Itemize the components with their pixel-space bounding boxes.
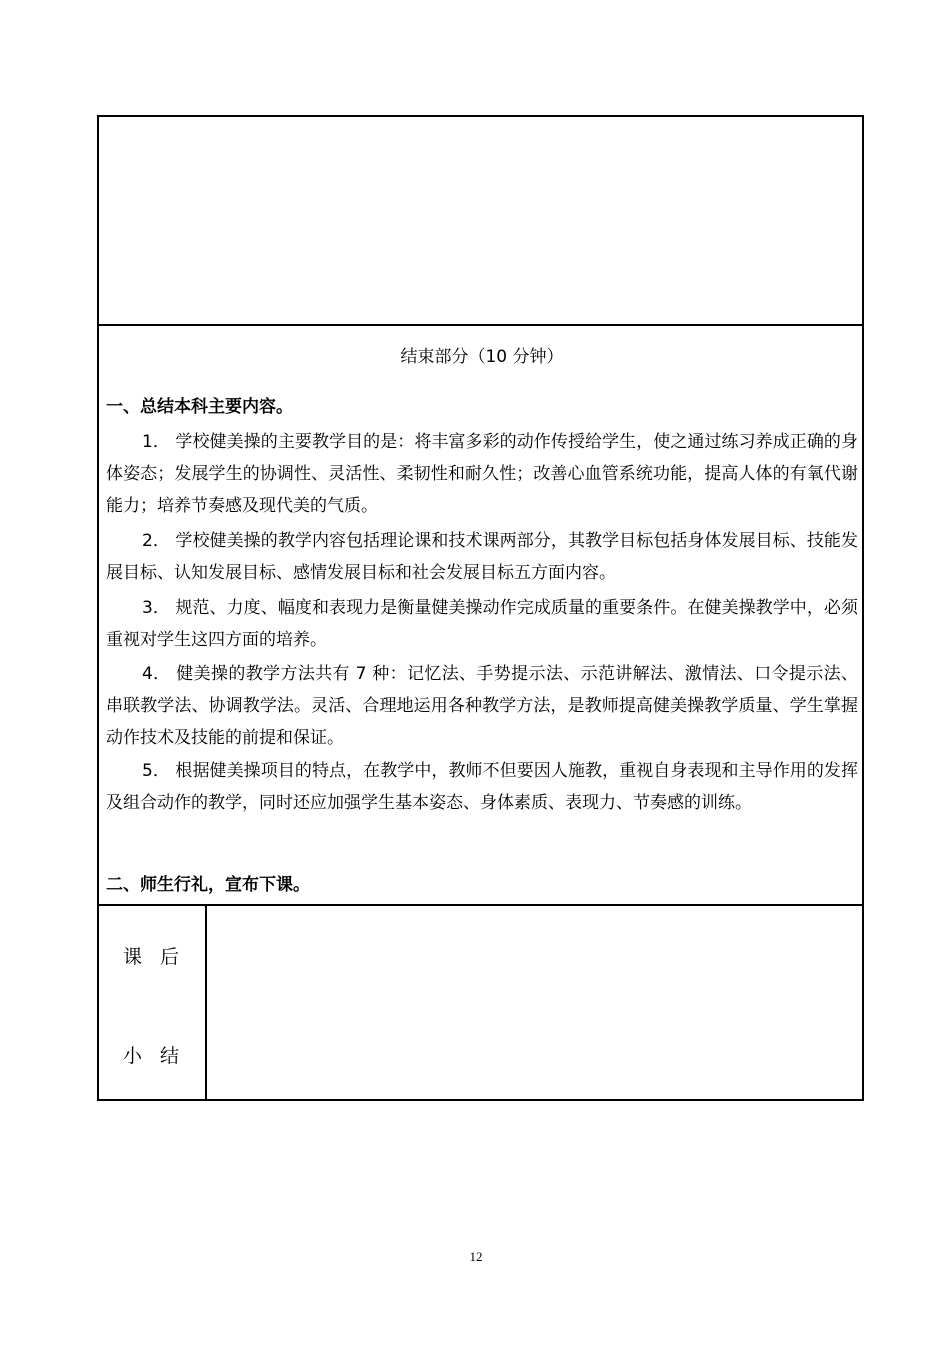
paragraph-4: 4． 健美操的教学方法共有 7 种：记忆法、手势提示法、示范讲解法、激情法、口令提示法、串联教学法、协调教学法。灵活、合理地运用各种教学方法，是教师提高健美操教学质量、学生掌握动作技术及技能的前提和保证。 [106,664,858,748]
paragraph-2: 2． 学校健美操的教学内容包括理论课和技术课两部分，其教学目标包括身体发展目标、技能发展目标、认知发展目标、感情发展目标和社会发展目标五方面内容。 [106,531,858,583]
paragraph-3: 3． 规范、力度、幅度和表现力是衡量健美操动作完成质量的重要条件。在健美操教学中，必须重视对学生这四方面的培养。 [106,598,858,650]
table-divider-top [97,324,864,326]
page-number: 12 [469,1249,483,1264]
summary-label-line1: 课后 [123,946,198,968]
summary-label-line2: 小结 [123,1045,198,1067]
paragraph-1: 1． 学校健美操的主要教学目的是：将丰富多彩的动作传授给学生，使之通过练习养成正确的身体姿态；发展学生的协调性、灵活性、柔韧性和耐久性；改善心血管系统功能，提高人体的有氧代谢能力；培养节奏感及现代美的气质。 [106,432,858,516]
table-divider-bottom [97,904,864,906]
section-title: 结束部分（10 分钟） [400,347,564,367]
heading-dismissal: 二、师生行礼，宣布下课。 [106,875,310,895]
table-column-divider [205,904,207,1101]
paragraph-5: 5． 根据健美操项目的特点，在教学中，教师不但要因人施教，重视自身表现和主导作用的发挥及组合动作的教学，同时还应加强学生基本姿态、身体素质、表现力、节奏感的训练。 [106,761,858,813]
heading-summary: 一、总结本科主要内容。 [106,397,293,417]
